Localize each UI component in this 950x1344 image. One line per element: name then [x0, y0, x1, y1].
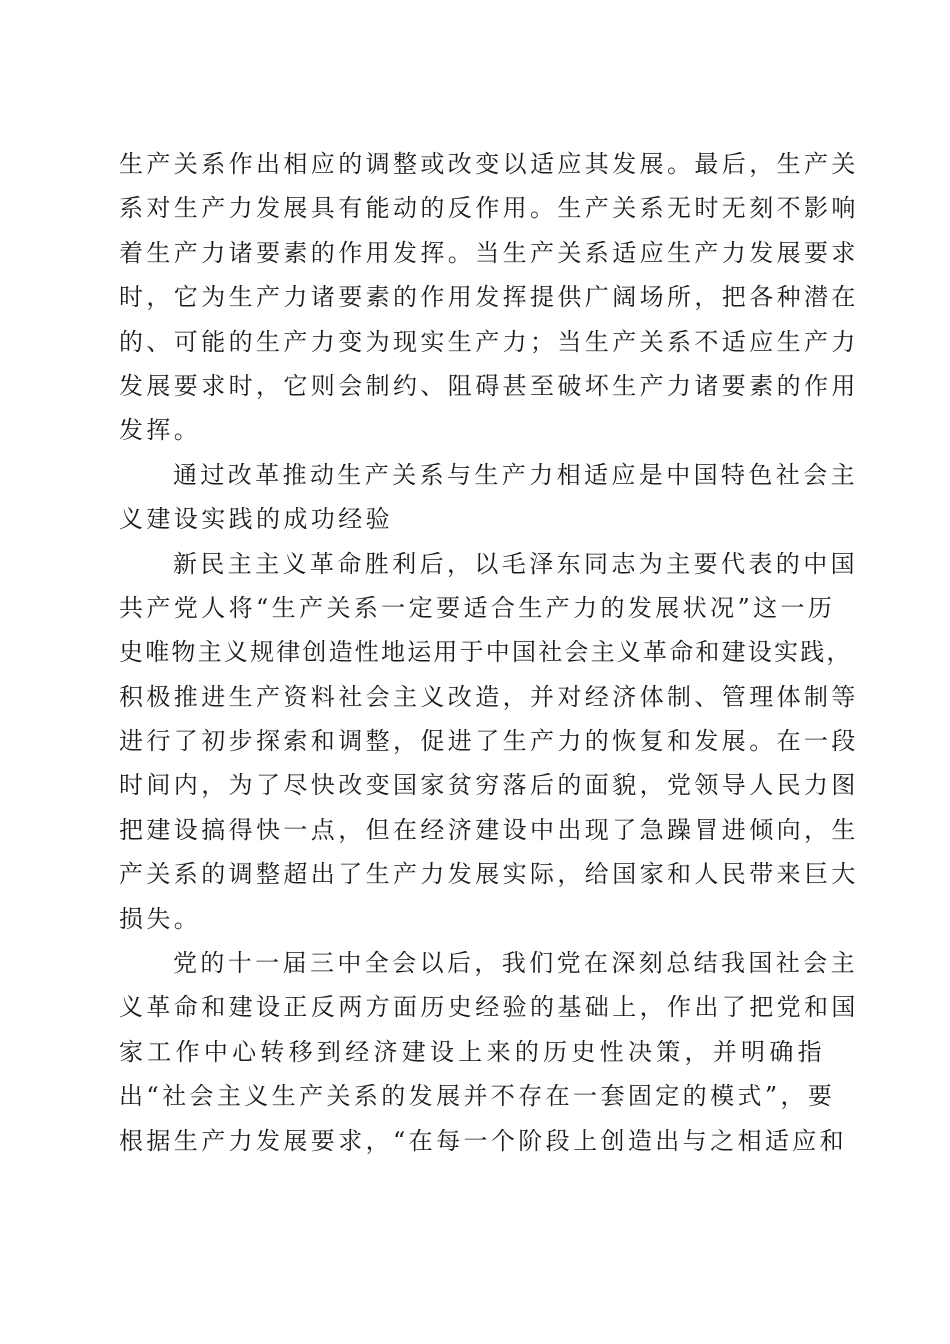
text-line: 把建设搞得快一点，但在经济建设中出现了急躁冒进倾向，生	[119, 815, 859, 844]
text-line: 义建设实践的成功经验	[119, 505, 393, 534]
text-line: 发展要求时，它则会制约、阻碍甚至破坏生产力诸要素的作用	[119, 371, 859, 400]
text-line: 的、可能的生产力变为现实生产力；当生产关系不适应生产力	[119, 327, 859, 356]
text-line: 时，它为生产力诸要素的作用发挥提供广阔场所，把各种潜在	[119, 283, 859, 312]
text-line: 通过改革推动生产关系与生产力相适应是中国特色社会主	[173, 460, 858, 489]
text-line: 时间内，为了尽快改变国家贫穷落后的面貌，党领导人民力图	[119, 771, 859, 800]
text-line: 党的十一届三中全会以后，我们党在深刻总结我国社会主	[173, 949, 858, 978]
text-line: 积极推进生产资料社会主义改造，并对经济体制、管理体制等	[119, 682, 859, 711]
text-line: 出“社会主义生产关系的发展并不存在一套固定的模式”，要	[119, 1082, 836, 1111]
text-line: 根据生产力发展要求，“在每一个阶段上创造出与之相适应和	[119, 1126, 848, 1155]
text-line: 进行了初步探索和调整，促进了生产力的恢复和发展。在一段	[119, 727, 859, 756]
text-line: 史唯物主义规律创造性地运用于中国社会主义革命和建设实践，	[119, 638, 853, 667]
text-line: 生产关系作出相应的调整或改变以适应其发展。最后，生产关	[119, 150, 859, 178]
text-line: 着生产力诸要素的作用发挥。当生产关系适应生产力发展要求	[119, 238, 859, 267]
text-line: 家工作中心转移到经济建设上来的历史性决策，并明确指	[119, 1037, 825, 1066]
section-heading	[119, 453, 858, 542]
text-line: 损失。	[119, 904, 202, 933]
text-line: 共产党人将“生产关系一定要适合生产力的发展状况”这一历	[119, 593, 836, 622]
text-line: 发挥。	[119, 416, 202, 445]
paragraph-1	[119, 142, 859, 453]
paragraph-4	[119, 941, 859, 1163]
paragraph-3	[119, 542, 859, 942]
text-line: 义革命和建设正反两方面历史经验的基础上，作出了把党和国	[119, 993, 859, 1022]
text-line: 系对生产力发展具有能动的反作用。生产关系无时无刻不影响	[119, 194, 859, 223]
text-line: 新民主主义革命胜利后，以毛泽东同志为主要代表的中国	[173, 549, 858, 578]
document-body	[119, 142, 859, 1163]
text-line: 产关系的调整超出了生产力发展实际，给国家和人民带来巨大	[119, 860, 859, 889]
